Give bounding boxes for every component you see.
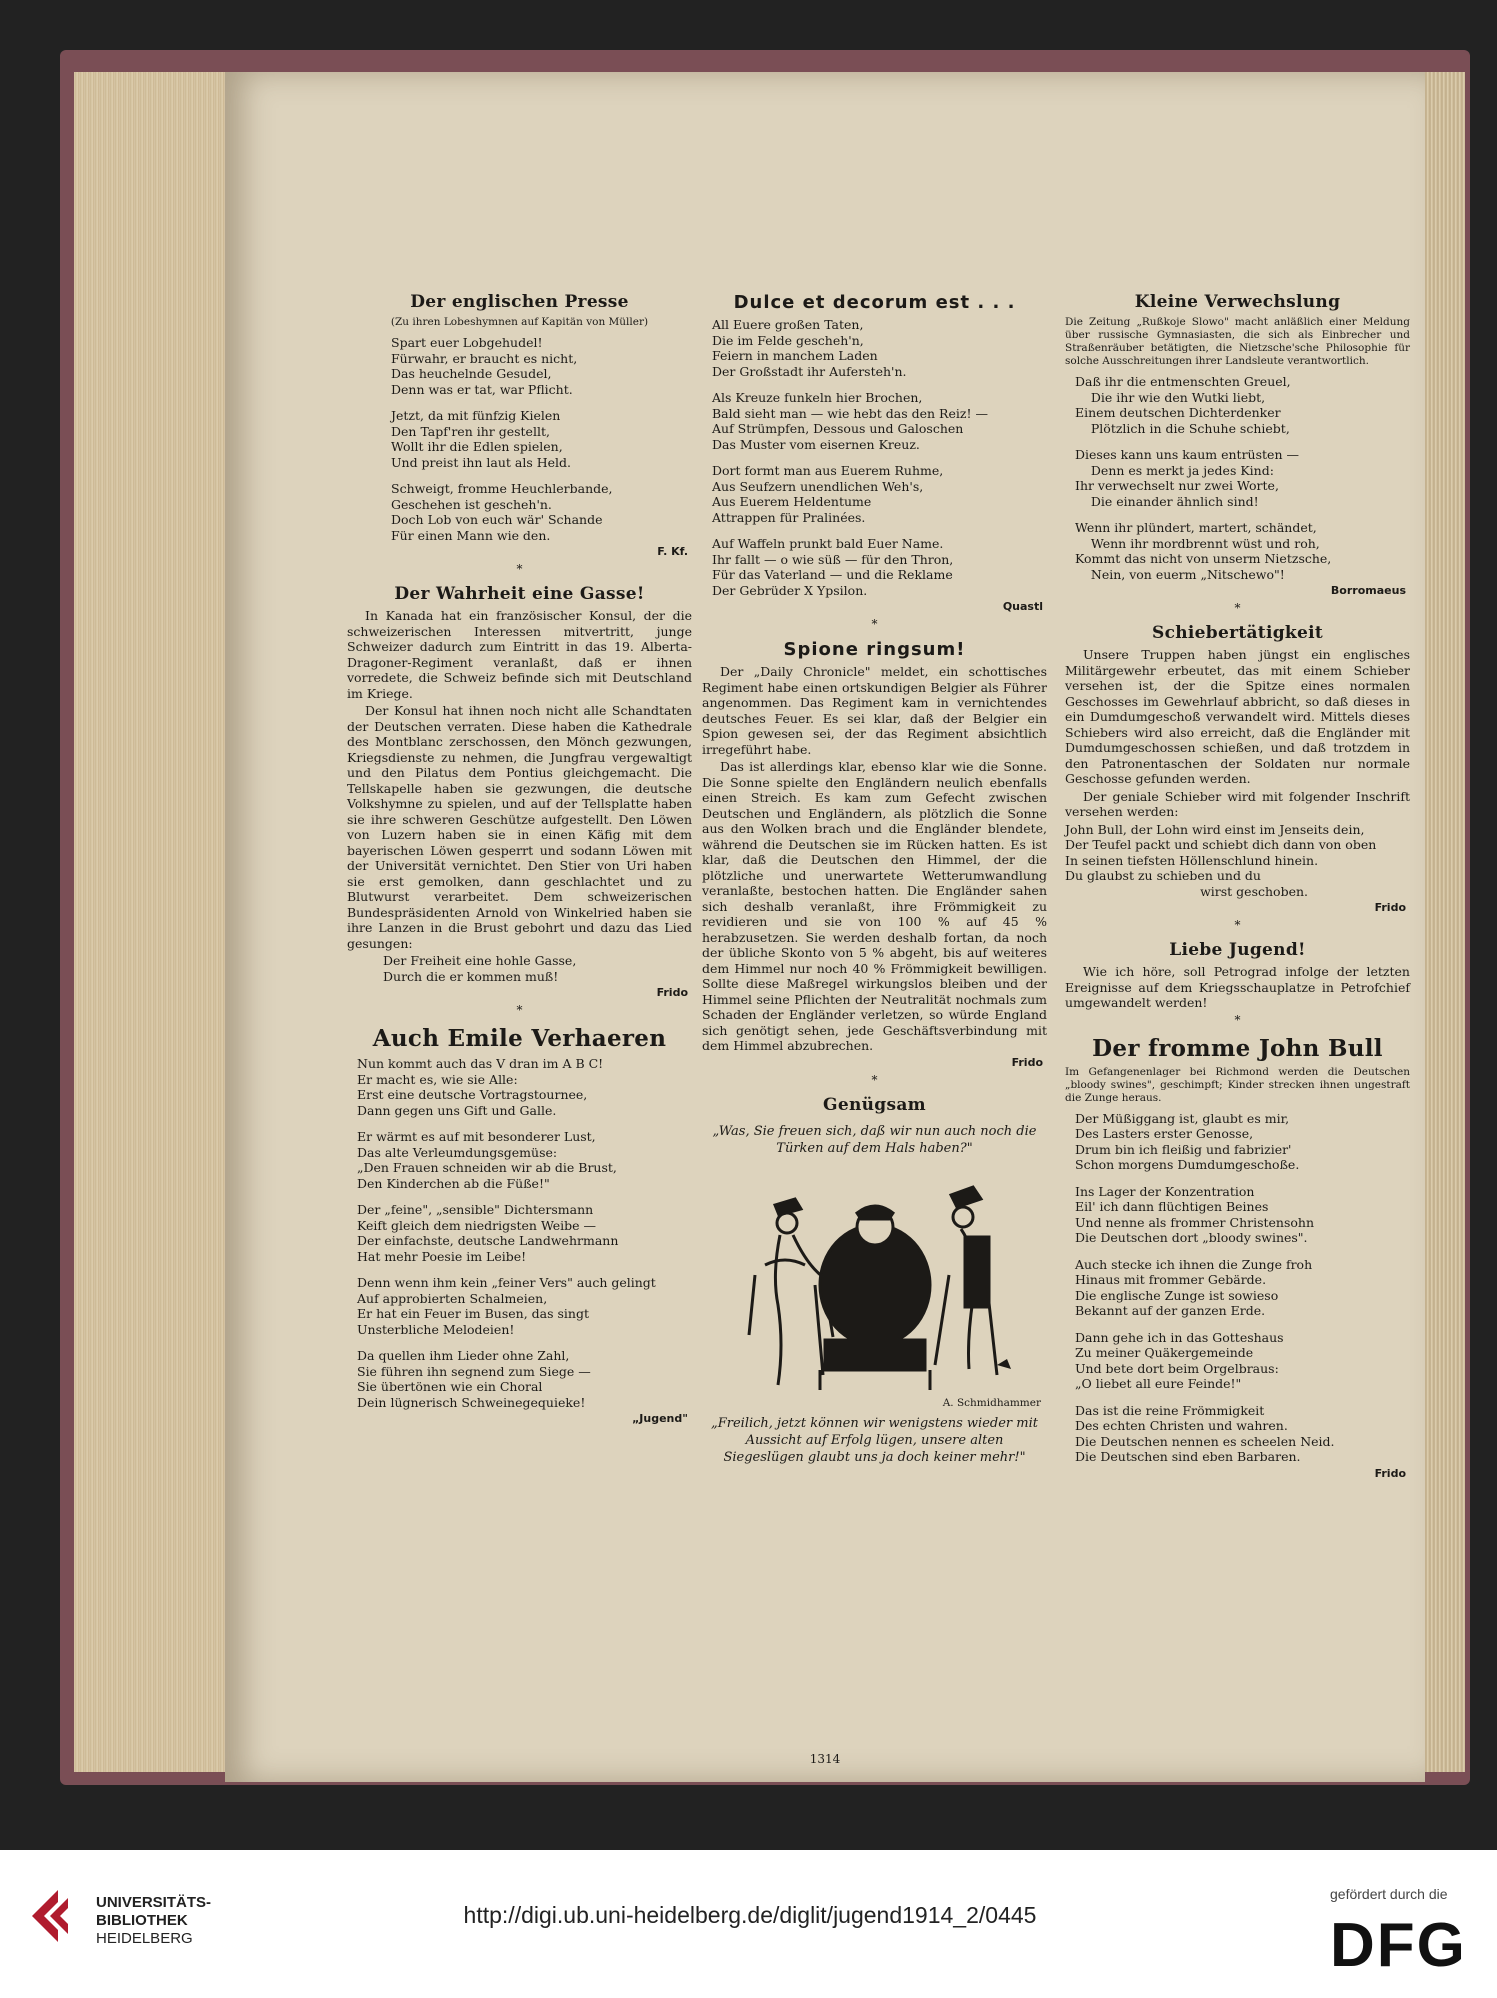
footer-bar xyxy=(0,1850,1497,1998)
stanza: Auf Waffeln prunkt bald Euer Name. Ihr fallt — o wie süß — für den Thron, Für das Vaterland — und die Reklame Der Gebrüder X Ypsilon. xyxy=(712,536,954,598)
subtitle: (Zu ihren Lobeshymnen auf Kapitän von Müller) xyxy=(390,316,649,328)
signature: „Jugend" xyxy=(632,1412,688,1425)
stanza: Dort formt man aus Euerem Ruhme, Aus Seufzern unendlichen Weh's, Aus Euerem Heldentume Attrappen für Pralinées. xyxy=(712,463,944,525)
section-divider: * xyxy=(516,562,523,576)
heading-wahrheit-gasse: Der Wahrheit eine Gasse! xyxy=(394,584,645,604)
stanza: Der Müßiggang ist, glaubt es mir, Des Lasters erster Genosse, Drum bin ich fleißig und fabrizier' Schon morgens Dumdumgeschoße. xyxy=(1075,1110,1300,1172)
page-number: 1314 xyxy=(809,1752,841,1766)
stanza: Auch stecke ich ihnen die Zunge froh Hinaus mit frommer Gebärde. Die englische Zunge ist sowieso Bekannt auf der ganzen Erde. xyxy=(1075,1256,1313,1318)
column-right xyxy=(1065,292,1410,1484)
dfg-logo[interactable]: DFG xyxy=(1330,1911,1467,1980)
stanza: Spart euer Lobgehudel! Fürwahr, er braucht es nicht, Das heuchelnde Gesudel, Denn was er tat, war Pflicht. xyxy=(391,335,578,397)
library-name-line: BIBLIOTHEK xyxy=(96,1912,188,1929)
stanza: All Euere großen Taten, Die im Felde gescheh'n, Feiern in manchem Laden Der Großstadt ihr Aufersteh'n. xyxy=(712,317,907,379)
intro-note: Im Gefangenenlager bei Richmond werden die Deutschen „bloody swines", geschimpft; Kinder strecken ihnen ungestraft die Zunge heraus. xyxy=(1065,1065,1410,1104)
section-divider: * xyxy=(871,617,878,631)
column-middle xyxy=(702,292,1047,1466)
section-divider: * xyxy=(1234,918,1241,932)
quoted-verse: Der Freiheit eine hohle Gasse, Durch die er kommen muß! xyxy=(383,953,577,984)
cartoon-caption-bottom: „Freilich, jetzt können wir wenigstens wieder mit Aussicht auf Erfolg lügen, unsere alten Siegeslügen glaubt uns ja doch keiner mehr!" xyxy=(711,1415,1038,1465)
cartoon-illustration xyxy=(725,1165,1025,1395)
heading-emile-verhaeren: Auch Emile Verhaeren xyxy=(372,1025,667,1052)
stanza: Ins Lager der Konzentration Eil' ich dann flüchtigen Beines Und nenne als frommer Christensohn Die Deutschen dort „bloody swines". xyxy=(1075,1183,1315,1245)
paragraph: Der Konsul hat ihnen noch nicht alle Schandtaten der Deutschen verraten. Diese haben die Kathedrale des Montblanc zerschossen, den Mönch gezwungen, Kriegsdienste zu nehmen, die Jungfrau vergewaltigt und den Pilatus dem Pontius gleichgemacht. Die Tellskapelle haben sie gezwungen, die deutsche Volkshymne zu spielen, und auf der Tellsplatte haben sie ihre schweren Geschütze aufgestellt. Den Löwen von Luzern haben sie in einen Käfig mit dem bayerischen Löwen gesperrt und sodann Löwen mit der Universität vernichtet. Den Stier von Uri haben sie erst gemolken, dann geschlachtet und zu Blutwurst verarbeitet. Dem schweizerischen Bundespräsidenten Arnold von Winkelried haben sie ihre Lanzen in die Brust gebohrt und dazu das Lied gesungen: xyxy=(347,703,692,951)
stanza: Schweigt, fromme Heuchlerbande, Geschehen ist gescheh'n. Doch Lob von euch wär' Schande Für einen Mann wie den. xyxy=(391,481,613,543)
signature: Frido xyxy=(1374,1466,1406,1480)
signature: Quastl xyxy=(1002,600,1043,613)
stanza: Als Kreuze funkeln hier Brochen, Bald sieht man — wie hebt das den Reiz! — Auf Strümpfen, Dessous und Galoschen Das Muster vom eisernen Kreuz. xyxy=(712,390,988,452)
heading-fromme-john-bull: Der fromme John Bull xyxy=(1092,1034,1383,1062)
section-divider: * xyxy=(516,1003,523,1017)
stanza: Dann gehe ich in das Gotteshaus Zu meiner Quäkergemeinde Und bete dort beim Orgelbraus: „O liebet all eure Feinde!" xyxy=(1075,1329,1284,1391)
stanza: Da quellen ihm Lieder ohne Zahl, Sie führen ihn segnend zum Siege — Sie übertönen wie ein Choral Dein lügnerisch Schweinegequieke! xyxy=(357,1348,591,1410)
signature: Borromaeus xyxy=(1330,584,1406,597)
library-name-line: HEIDELBERG xyxy=(96,1930,193,1947)
column-left xyxy=(347,292,692,1429)
stanza: Nun kommt auch das V dran im A B C! Er macht es, wie sie Alle: Erst eine deutsche Vortragstournee, Dann gegen uns Gift und Galle. xyxy=(357,1056,604,1118)
paragraph: Das ist allerdings klar, ebenso klar wie die Sonne. Die Sonne spielte den Engländern neulich ebenfalls einen Streich. Es kam zum Gefecht zwischen Deutschen und Engländern, als plötzlich die Sonne aus den Wolken brach und die Engländer blendete, während die Deutschen sie im Rücken hatten. Es ist klar, daß die Deutschen den Himmel, der die plötzliche und unerwartete Wetterumwandlung veranlaßte, bestochen hatten. Die Engländer sahen sich deshalb veranlaßt, ihre Frömmigkeit zu revidieren und sie von 100 % auf 45 % herabzusetzen. Sie werden deshalb fortan, da noch der übliche Skonto von 5 % abgeht, bis auf weiteres dem Himmel nur noch 40 % Frömmigkeit bewilligen. Sollte diese Maßregel wirkungslos bleiben und der Himmel seine Pflichten der Neutralität nochmals zum Schaden der Engländer verletzen, so würde England sich genötigt sehen, jede Geschäftsverbindung mit dem Himmel abzubrechen. xyxy=(702,759,1047,1053)
section-divider: * xyxy=(1234,601,1241,615)
library-name-line: UNIVERSITÄTS- xyxy=(96,1894,212,1911)
intro-note: Die Zeitung „Rußkoje Slowo" macht anläßlich einer Meldung über russische Gymnasiasten, die sich als Einbrecher und Straßenräuber betätigten, die Nietzsche'sche Philosophie für solche Ausschreitungen ihrer Landsleute verantwortlich. xyxy=(1065,316,1410,367)
funding-note: gefördert durch die xyxy=(1330,1886,1448,1902)
inscription-verse: John Bull, der Lohn wird einst im Jenseits dein, Der Teufel packt und schiebt dich dann von oben In seinen tiefsten Höllenschlund hinein. Du glaubst zu schieben und du wirst geschoben. xyxy=(1065,821,1377,899)
heading-genuegsam: Genügsam xyxy=(823,1094,926,1115)
university-library-name[interactable] xyxy=(96,1894,211,1948)
signature: Frido xyxy=(1011,1055,1043,1069)
paragraph: Wie ich höre, soll Petrograd infolge der letzten Ereignisse auf dem Kriegsschauplatze in Petrofchief umgewandelt werden! xyxy=(1065,964,1410,1010)
paragraph: Unsere Truppen haben jüngst ein englisches Militärgewehr erbeutet, das mit einem Schieber versehen ist, der die Spitze eines normalen Geschosses im Gewehrlauf abbricht, so daß dieses in ein Dumdumgeschoß verwandelt wird. Mittels dieses Schiebers wird also erreicht, daß die Engländer mit Dumdumgeschossen schießen, und daß trotzdem in den Patronentaschen der Soldaten nur normale Geschosse gefunden werden. xyxy=(1065,647,1410,786)
heading-schiebertaetigkeit: Schiebertätigkeit xyxy=(1152,623,1323,643)
paragraph: Der geniale Schieber wird mit folgender Inschrift versehen werden: xyxy=(1065,788,1410,819)
stanza: Daß ihr die entmenschten Greuel, Die ihr wie den Wutki liebt, Einem deutschen Dichterdenker Plötzlich in die Schuhe schiebt, xyxy=(1075,374,1291,436)
book-page-edges-right xyxy=(1420,72,1465,1772)
stanza: Das ist die reine Frömmigkeit Des echten Christen und wahren. Die Deutschen nennen es scheelen Neid. Die Deutschen sind eben Barbaren. xyxy=(1075,1402,1335,1464)
university-library-logo-icon xyxy=(28,1886,82,1946)
paragraph: In Kanada hat ein französischer Konsul, der die schweizerischen Interessen mitvertritt, junge Schweizer dadurch zum Eintritt in das 19. Alberta-Dragoner-Regiment veranlaßt, daß er ihnen vorredete, die Schweiz befinde sich mit Deutschland im Kriege. xyxy=(347,608,692,701)
paragraph: Der „Daily Chronicle" meldet, ein schottisches Regiment habe einen ortskundigen Belgier als Führer angenommen. Das Regiment kam in vernichtendes deutsches Feuer. Es sei klar, daß der Belgier ein Spion gewesen sei, der das Regiment absichtlich irregeführt habe. xyxy=(702,664,1047,757)
permalink-url[interactable]: http://digi.ub.uni-heidelberg.de/diglit/jugend1914_2/0445 xyxy=(463,1902,1037,1928)
signature: Frido xyxy=(1374,901,1406,914)
stanza: Er wärmt es auf mit besonderer Lust, Das alte Verleumdungsgemüse: „Den Frauen schneiden wir ab die Brust, Den Kinderchen ab die Füße!" xyxy=(357,1129,617,1191)
signature: F. Kf. xyxy=(657,545,688,558)
heading-liebe-jugend: Liebe Jugend! xyxy=(1169,940,1306,960)
book-page-edges-left xyxy=(74,72,244,1772)
section-divider: * xyxy=(871,1072,878,1087)
heading-englischen-presse: Der englischen Presse xyxy=(410,292,629,312)
heading-kleine-verwechslung: Kleine Verwechslung xyxy=(1134,292,1341,312)
stanza: Der „feine", „sensible" Dichtersmann Keift gleich dem niedrigsten Weibe — Der einfachste, deutsche Landwehrmann Hat mehr Poesie im Leibe! xyxy=(357,1202,619,1264)
artist-credit: A. Schmidhammer xyxy=(942,1396,1041,1409)
heading-spione-ringsum: Spione ringsum! xyxy=(783,639,966,660)
signature: Frido xyxy=(656,986,688,999)
stanza: Wenn ihr plündert, martert, schändet, Wenn ihr mordbrennt wüst und roh, Kommt das nicht von unserm Nietzsche, Nein, von euerm „Nitschewo"! xyxy=(1075,520,1332,582)
section-divider: * xyxy=(1234,1012,1241,1027)
scanned-page xyxy=(225,72,1425,1782)
heading-dulce-et-decorum: Dulce et decorum est . . . xyxy=(733,292,1016,313)
stanza: Denn wenn ihm kein „feiner Vers" auch gelingt Auf approbierten Schalmeien, Er hat ein Feuer im Busen, das singt Unsterbliche Melodeien! xyxy=(357,1275,656,1337)
stanza: Jetzt, da mit fünfzig Kielen Den Tapf'ren ihr gestellt, Wollt ihr die Edlen spielen, Und preist ihn laut als Held. xyxy=(391,408,572,470)
stanza: Dieses kann uns kaum entrüsten — Denn es merkt ja jedes Kind: Ihr verwechselt nur zwei Worte, Die einander ähnlich sind! xyxy=(1075,447,1299,509)
cartoon-caption-top: „Was, Sie freuen sich, daß wir nun auch noch die Türken auf dem Hals haben?" xyxy=(712,1123,1037,1156)
